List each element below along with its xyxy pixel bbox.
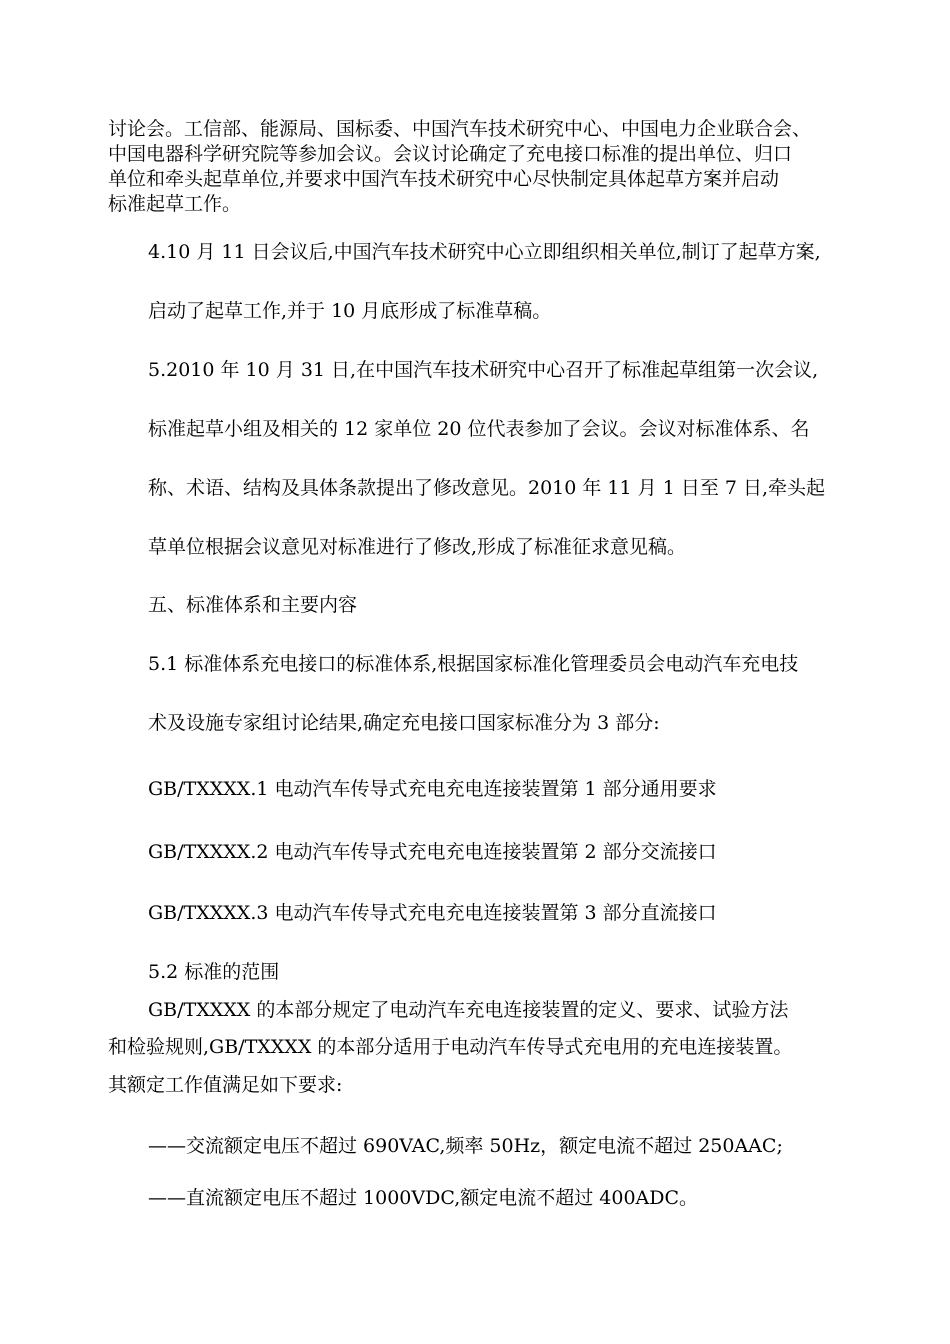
paragraph-line: GB/TXXXX 的本部分规定了电动汽车充电连接装置的定义、要求、试验方法 bbox=[148, 999, 789, 1021]
requirement-item: ——直流额定电压不超过 1000VDC,额定电流不超过 400ADC。 bbox=[148, 1187, 699, 1209]
paragraph-line: 中国电器科学研究院等参加会议。会议讨论确定了充电接口标准的提出单位、归口 bbox=[108, 143, 793, 165]
paragraph-line: 4.10 月 11 日会议后,中国汽车技术研究中心立即组织相关单位,制订了起草方案, bbox=[148, 241, 821, 263]
requirement-item: ——交流额定电压不超过 690VAC,频率 50Hz，额定电流不超过 250AAC; bbox=[148, 1135, 783, 1157]
paragraph-line: 其额定工作值满足如下要求: bbox=[108, 1074, 343, 1096]
paragraph-line: 术及设施专家组讨论结果,确定充电接口国家标准分为 3 部分: bbox=[148, 712, 660, 734]
standard-item: GB/TXXXX.2 电动汽车传导式充电充电连接装置第 2 部分交流接口 bbox=[148, 841, 717, 863]
paragraph-line: 5.1 标准体系充电接口的标准体系,根据国家标准化管理委员会电动汽车充电技 bbox=[148, 653, 799, 675]
paragraph-line: 草单位根据会议意见对标准进行了修改,形成了标准征求意见稿。 bbox=[148, 536, 687, 558]
paragraph-line: 讨论会。工信部、能源局、国标委、中国汽车技术研究中心、中国电力企业联合会、 bbox=[108, 118, 812, 140]
standard-item: GB/TXXXX.3 电动汽车传导式充电充电连接装置第 3 部分直流接口 bbox=[148, 902, 717, 924]
paragraph-line: 标准起草工作。 bbox=[108, 193, 242, 215]
subsection-heading: 5.2 标准的范围 bbox=[148, 961, 280, 983]
standard-item: GB/TXXXX.1 电动汽车传导式充电充电连接装置第 1 部分通用要求 bbox=[148, 778, 717, 800]
paragraph-line: 单位和牵头起草单位,并要求中国汽车技术研究中心尽快制定具体起草方案并启动 bbox=[108, 168, 780, 190]
paragraph-line: 5.2010 年 10 月 31 日,在中国汽车技术研究中心召开了标准起草组第一次会议, bbox=[148, 359, 819, 381]
paragraph-line: 和检验规则,GB/TXXXX 的本部分适用于电动汽车传导式充电用的充电连接装置。 bbox=[108, 1036, 793, 1058]
section-heading: 五、标准体系和主要内容 bbox=[148, 594, 358, 616]
paragraph-line: 称、术语、结构及具体条款提出了修改意见。2010 年 11 月 1 日至 7 日,牵头起 bbox=[148, 477, 826, 499]
paragraph-line: 标准起草小组及相关的 12 家单位 20 位代表参加了会议。会议对标准体系、名 bbox=[148, 418, 810, 440]
paragraph-line: 启动了起草工作,并于 10 月底形成了标准草稿。 bbox=[148, 300, 552, 322]
